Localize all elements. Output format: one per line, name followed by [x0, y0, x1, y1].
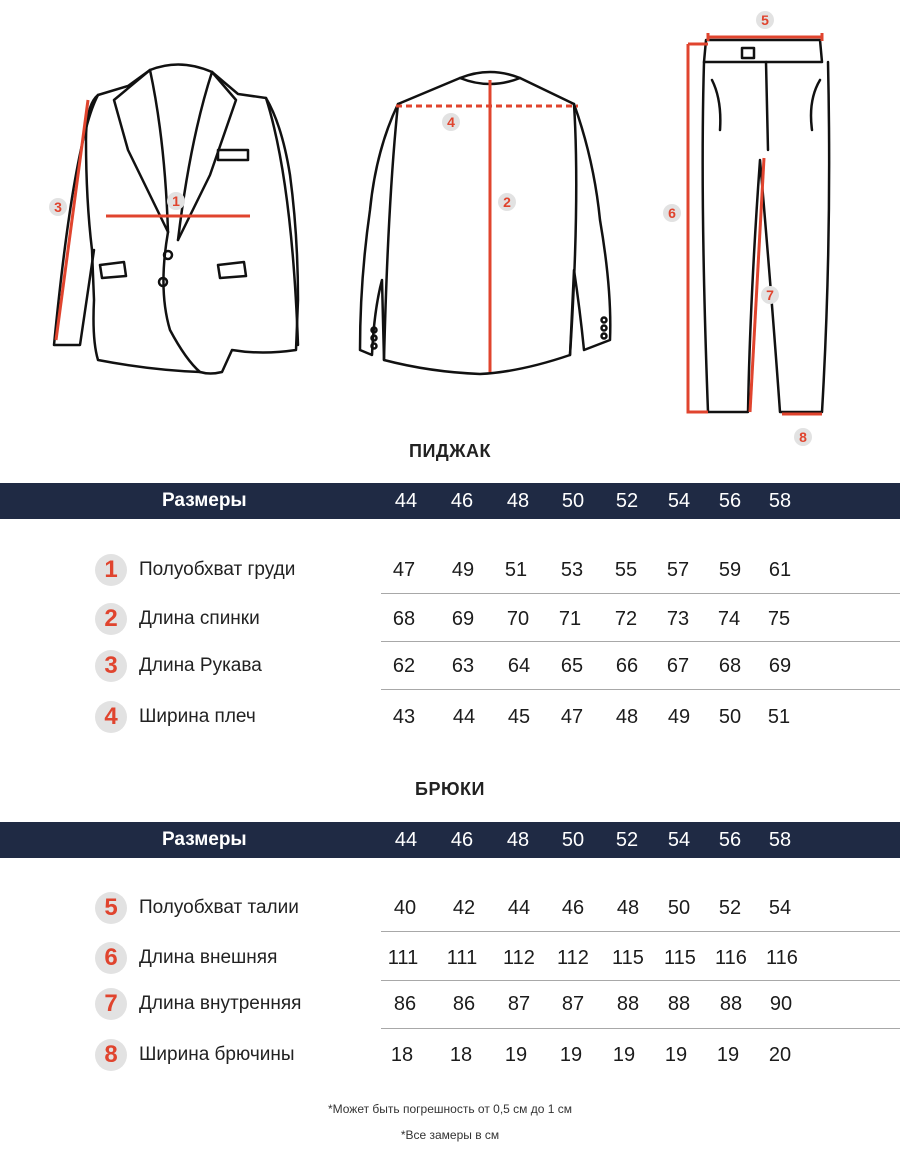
row-label: Длина внутренняя: [139, 993, 302, 1014]
row-label: Длина Рукава: [139, 655, 262, 676]
jacket-front-drawing: [54, 64, 298, 373]
value-cell: 44: [507, 897, 531, 919]
value-cell: 65: [560, 655, 584, 677]
size-header-cell: 52: [615, 490, 639, 512]
value-cell: 70: [506, 608, 530, 630]
value-cell: 111: [446, 947, 478, 969]
size-header-cell: 48: [506, 829, 530, 851]
row-number-badge: 7: [95, 988, 127, 1020]
value-cell: 55: [614, 559, 638, 581]
units-note: *Все замеры в см: [400, 1128, 500, 1142]
value-cell: 40: [393, 897, 417, 919]
value-cell: 112: [503, 947, 535, 969]
value-cell: 42: [452, 897, 476, 919]
jacket-size-header: [0, 483, 900, 519]
value-cell: 88: [719, 993, 743, 1015]
table-row: [0, 595, 900, 643]
row-divider: [381, 593, 900, 594]
value-cell: 18: [390, 1044, 414, 1066]
value-cell: 48: [615, 706, 639, 728]
row-number-badge: 2: [95, 603, 127, 635]
value-cell: 51: [767, 706, 791, 728]
row-divider: [381, 1028, 900, 1029]
table-row: [0, 980, 900, 1028]
trousers-drawing: [703, 40, 829, 412]
value-cell: 19: [504, 1044, 528, 1066]
table-row: [0, 546, 900, 594]
jacket-section-title: ПИДЖАК: [409, 441, 491, 461]
size-header-cell: 50: [561, 829, 585, 851]
value-cell: 19: [559, 1044, 583, 1066]
value-cell: 73: [666, 608, 690, 630]
marker-label: 7: [766, 287, 774, 303]
table-row: [0, 884, 900, 932]
size-header-cell: 54: [667, 829, 691, 851]
value-cell: 67: [666, 655, 690, 677]
sizes-label: Размеры: [162, 829, 247, 850]
table-row: [0, 693, 900, 741]
row-number-badge: 8: [95, 1039, 127, 1071]
jacket-back-drawing: [360, 72, 610, 374]
value-cell: 61: [768, 559, 792, 581]
size-header-cell: 44: [394, 829, 418, 851]
size-header-cell: 44: [394, 490, 418, 512]
trousers-size-header: [0, 822, 900, 858]
marker-label: 1: [172, 193, 180, 209]
value-cell: 69: [768, 655, 792, 677]
marker-label: 8: [799, 429, 807, 445]
value-cell: 111: [387, 947, 419, 969]
table-row: [0, 1031, 900, 1079]
value-cell: 52: [718, 897, 742, 919]
value-cell: 88: [667, 993, 691, 1015]
value-cell: 69: [451, 608, 475, 630]
value-cell: 112: [557, 947, 589, 969]
row-number-badge: 5: [95, 892, 127, 924]
size-header-cell: 52: [615, 829, 639, 851]
jacket-back-markers: [442, 113, 516, 211]
value-cell: 88: [616, 993, 640, 1015]
row-label: Длина спинки: [139, 608, 260, 629]
tolerance-note: *Может быть погрешность от 0,5 см до 1 см: [327, 1102, 573, 1116]
value-cell: 116: [766, 947, 798, 969]
value-cell: 54: [768, 897, 792, 919]
row-number-badge: 1: [95, 554, 127, 586]
size-header-cell: 56: [718, 490, 742, 512]
value-cell: 71: [558, 608, 582, 630]
value-cell: 116: [715, 947, 747, 969]
size-header-cell: 46: [450, 829, 474, 851]
row-number-badge: 3: [95, 650, 127, 682]
value-cell: 47: [560, 706, 584, 728]
value-cell: 48: [616, 897, 640, 919]
value-cell: 49: [451, 559, 475, 581]
trousers-section-title: БРЮКИ: [415, 779, 485, 799]
value-cell: 47: [392, 559, 416, 581]
value-cell: 53: [560, 559, 584, 581]
value-cell: 51: [504, 559, 528, 581]
value-cell: 59: [718, 559, 742, 581]
jacket-back-measure-lines: [396, 80, 578, 372]
row-label: Полуобхват груди: [139, 559, 296, 580]
measurement-illustration: [0, 0, 900, 460]
value-cell: 20: [768, 1044, 792, 1066]
table-row: [0, 934, 900, 982]
value-cell: 66: [615, 655, 639, 677]
value-cell: 57: [666, 559, 690, 581]
row-label: Длина внешняя: [139, 947, 278, 968]
value-cell: 62: [392, 655, 416, 677]
size-header-cell: 58: [768, 490, 792, 512]
value-cell: 50: [718, 706, 742, 728]
size-header-cell: 46: [450, 490, 474, 512]
value-cell: 49: [667, 706, 691, 728]
row-number-badge: 6: [95, 942, 127, 974]
sizes-label: Размеры: [162, 490, 247, 511]
value-cell: 86: [393, 993, 417, 1015]
value-cell: 46: [561, 897, 585, 919]
size-header-cell: 48: [506, 490, 530, 512]
marker-label: 6: [668, 205, 676, 221]
value-cell: 18: [449, 1044, 473, 1066]
value-cell: 86: [452, 993, 476, 1015]
table-row: [0, 642, 900, 690]
marker-label: 2: [503, 194, 511, 210]
marker-label: 4: [447, 114, 455, 130]
size-header-cell: 50: [561, 490, 585, 512]
value-cell: 90: [769, 993, 793, 1015]
row-label: Полуобхват талии: [139, 897, 299, 918]
value-cell: 19: [716, 1044, 740, 1066]
value-cell: 68: [392, 608, 416, 630]
value-cell: 74: [717, 608, 741, 630]
value-cell: 43: [392, 706, 416, 728]
value-cell: 115: [612, 947, 644, 969]
row-divider: [381, 689, 900, 690]
value-cell: 68: [718, 655, 742, 677]
value-cell: 19: [612, 1044, 636, 1066]
size-header-cell: 54: [667, 490, 691, 512]
value-cell: 50: [667, 897, 691, 919]
row-divider: [381, 931, 900, 932]
trousers-markers: [663, 11, 812, 446]
row-label: Ширина брючины: [139, 1044, 295, 1065]
value-cell: 87: [507, 993, 531, 1015]
value-cell: 63: [451, 655, 475, 677]
value-cell: 19: [664, 1044, 688, 1066]
marker-label: 3: [54, 199, 62, 215]
row-label: Ширина плеч: [139, 706, 256, 727]
value-cell: 45: [507, 706, 531, 728]
value-cell: 44: [452, 706, 476, 728]
value-cell: 64: [507, 655, 531, 677]
value-cell: 115: [664, 947, 696, 969]
marker-label: 5: [761, 12, 769, 28]
size-header-cell: 56: [718, 829, 742, 851]
value-cell: 75: [767, 608, 791, 630]
value-cell: 87: [561, 993, 585, 1015]
size-header-cell: 58: [768, 829, 792, 851]
row-number-badge: 4: [95, 701, 127, 733]
value-cell: 72: [614, 608, 638, 630]
